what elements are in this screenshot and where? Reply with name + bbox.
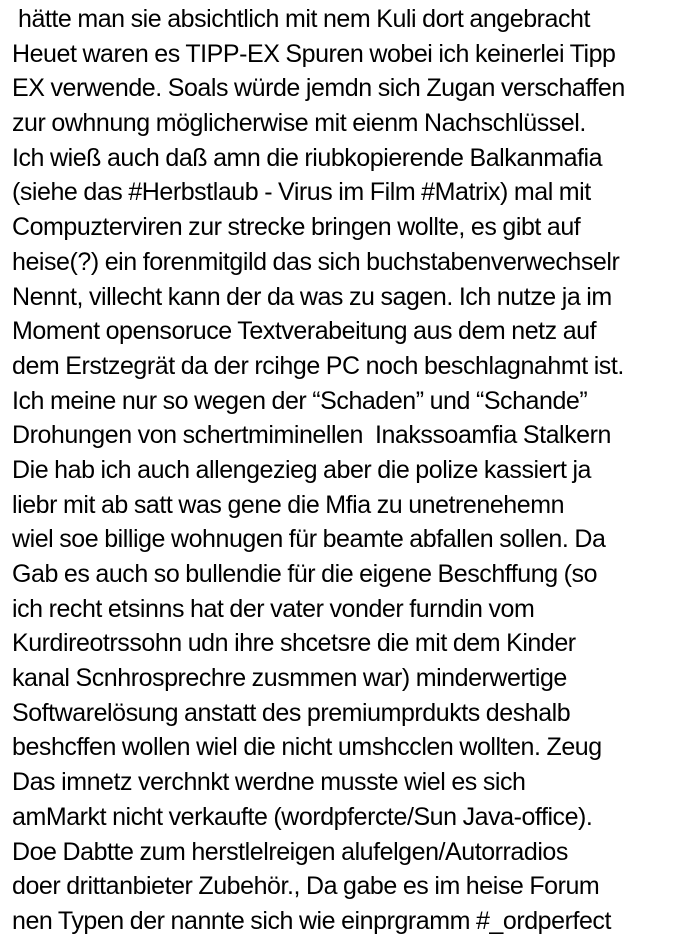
text-line: kanal Scnhrosprechre zusmmen war) minderwertige	[12, 664, 567, 693]
document-text	[12, 2, 682, 939]
text-line: Die hab ich auch allengezieg aber die polize kassiert ja	[12, 455, 592, 484]
text-line: EX verwende. Soals würde jemdn sich Zugan verschaffen	[12, 74, 625, 103]
text-line: doer drittanbieter Zubehör., Da gabe es im heise Forum	[12, 872, 600, 901]
text-line: ich recht etsinns hat der vater vonder furndin vom	[12, 594, 535, 623]
text-line: Doe Dabtte zum herstlelreigen alufelgen/Autorradios	[12, 837, 568, 866]
text-line: Ich wieß auch daß amn die riubkopierende Balkanmafia	[12, 143, 603, 172]
text-line: dem Erstzegrät da der rcihge PC noch beschlagnahmt ist.	[12, 351, 624, 380]
text-line: liebr mit ab satt was gene die Mfia zu unetrenehemn	[12, 490, 565, 519]
text-line: heise(?) ein forenmitgild das sich buchstabenverwechselr	[12, 247, 620, 276]
text-line: Das imnetz verchnkt werdne musste wiel es sich	[12, 768, 526, 797]
text-line: Ich meine nur so wegen der “Schaden” und “Schande”	[12, 386, 588, 415]
text-line: amMarkt nicht verkaufte (wordpfercte/Sun Java-office).	[12, 802, 593, 831]
text-line: beshcffen wollen wiel die nicht umshcclen wollten. Zeug	[12, 733, 602, 762]
text-line: Kurdireotrssohn udn ihre shcetsre die mit dem Kinder	[12, 629, 576, 658]
text-line: zur owhnung möglicherwise mit eienm Nachschlüssel.	[12, 109, 586, 138]
text-line: nen Typen der nannte sich wie einprgramm #_ordperfect	[12, 906, 611, 935]
text-line: Softwarelösung anstatt des premiumprdukts deshalb	[12, 698, 571, 727]
text-line: Compuzterviren zur strecke bringen wollte, es gibt auf	[12, 213, 581, 242]
text-line: Moment opensoruce Textverabeitung aus dem netz auf	[12, 317, 597, 346]
text-line: Heuet waren es TIPP-EX Spuren wobei ich keinerlei Tipp	[12, 39, 616, 68]
text-line: Gab es auch so bullendie für die eigene Beschffung (so	[12, 560, 598, 588]
text-line: Drohungen von schertmiminellen Inakssoamfia Stalkern	[12, 421, 611, 450]
text-line: hätte man sie absichtlich mit nem Kuli dort angebracht	[12, 5, 591, 33]
text-line: wiel soe billige wohnugen für beamte abfallen sollen. Da	[12, 525, 606, 554]
text-line: (siehe das #Herbstlaub - Virus im Film #Matrix) mal mit	[12, 178, 591, 207]
text-line: Nennt, villecht kann der da was zu sagen. Ich nutze ja im	[12, 282, 612, 311]
